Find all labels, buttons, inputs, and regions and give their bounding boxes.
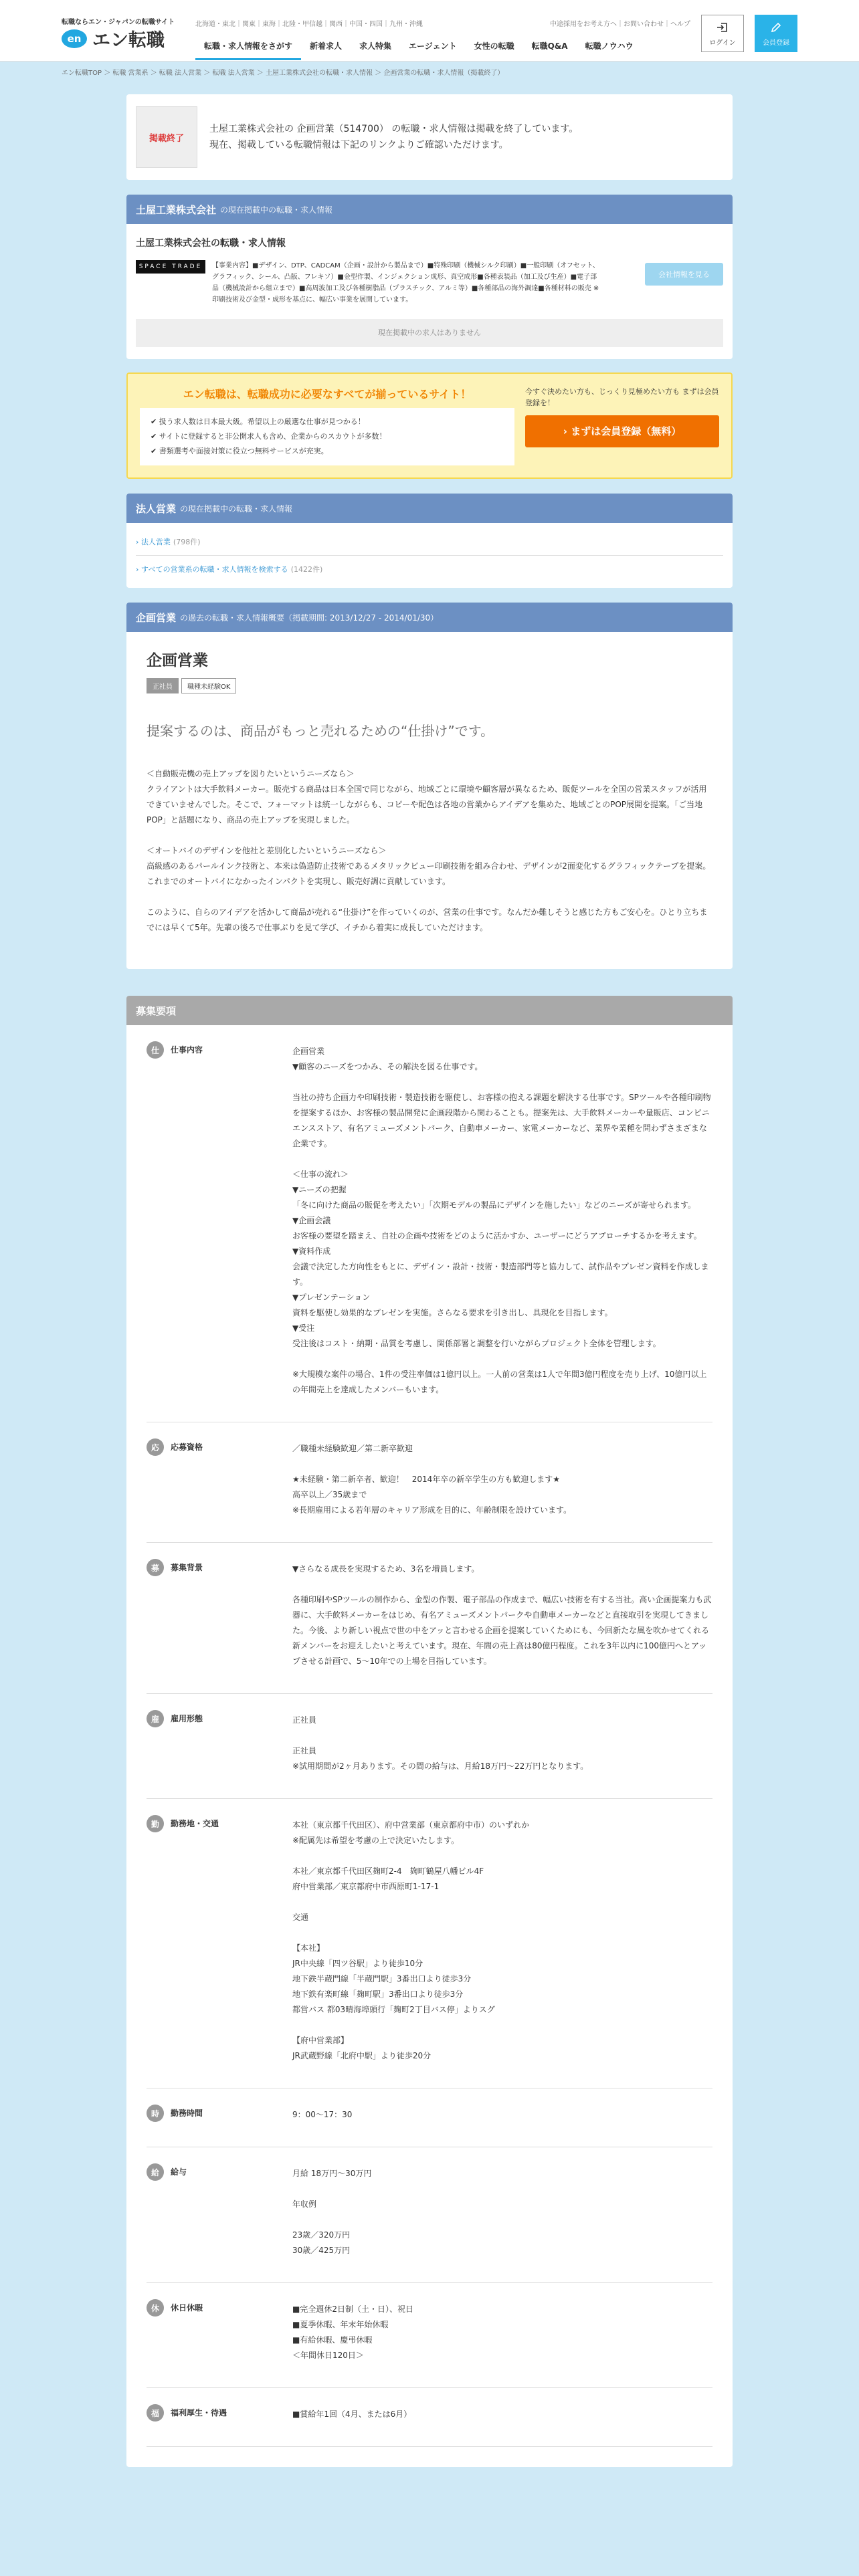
pencil-icon: [769, 21, 783, 34]
register-label: 会員登録: [763, 39, 789, 47]
breadcrumb[interactable]: エン転職TOP ＞ 転職 営業系 ＞ 転職 法人営業 ＞ 転職 法人営業 ＞ 土屋工業株式会社の転職・求人情報 ＞ 企画営業の転職・求人情報（掲載終了）: [62, 70, 504, 77]
no-jobs-message: 現在掲載中の求人はありません: [136, 319, 723, 347]
requirement-value: ▼さらなる成長を実現するため、3名を増員します。 各種印刷やSPツールの制作から、金型の作製、電子部品の作成まで、幅広い技術を有する当社。高い企画提案力も武器に、大手飲料メーカーをはじめ、有名アミューズメントパークや自動車メーカーなどと直接取引を実現してきました。今後、より新しい視点で世の中をアッと言わせる企画を提案していくためにも、今回新たな風を吹かせてくれる新メンバーをお迎えしたいと考えています。現在、年間の売上高は80億円程度。これを3年以内に100億円へとアップさせる計画で、5〜10年での上場を目指しています。: [292, 1564, 712, 1666]
requirement-icon: 募: [147, 1559, 164, 1576]
corp-sales-section: [126, 494, 733, 588]
utility-links[interactable]: 中途採用をお考え方へ｜お問い合わせ｜ヘルプ: [550, 21, 690, 28]
inexperienced-tag: 職種未経験OK: [181, 678, 236, 693]
job-header-name: 企画営業: [136, 611, 177, 624]
register-button[interactable]: [755, 15, 797, 52]
nav-qa[interactable]: 転職Q&A: [531, 41, 568, 51]
all-sales-link[interactable]: › すべての営業系の転職・求人情報を検索する (1422件): [136, 565, 323, 574]
requirements-section: [126, 996, 733, 2467]
job-overview-section: [126, 603, 733, 969]
requirement-value: 9：00〜17：30: [292, 2110, 353, 2119]
requirement-label: 休 休日休暇: [147, 2302, 287, 2363]
job-description: ＜自動販売機の売上アップを図りたいというニーズなら＞ クライアントは大手飲料メーカー。販売する商品は日本全国で同じながら、地域ごとに環境や顧客層が異なるため、販促ツールを全国の営業スタッフが活用できていませんでした。そこで、フォーマットは統一しながらも、コピーや配色は各地の営業からアイデアを集めた、地域ごとのPOP展開を提案。「ご当地POP」と話題になり、商品の売上アップを実現しました。 ＜オートバイのデザインを他社と差別化したいというニーズなら＞ 高級感のあるパールインク技術と、本来は偽造防止技術であるメタリックビュー印刷技術を組み合わせ、デザインが2面変化するグラフィックテープを提案。これまでのオートバイになかったインパクトを実現し、販売好調に貢献しています。 このように、自らのアイデアを活かして商品が売れる“仕掛け”を作っていくのが、営業の仕事です。なんだか難しそうと感じた方もご安心を。ひとり立ちまでには早くて5年。先輩の後ろで仕事ぶりを見て学び、イチから着実に成長していただけます。: [147, 769, 711, 932]
requirement-value: ／職種未経験歓迎／第二新卒歓迎 ★未経験・第二新卒者、歓迎！ 2014年卒の新卒学生の方も歓迎します★ 高卒以上／35歳まで ※長期雇用による若年層のキャリア形成を目的に、年齢制限を設けています。: [292, 1444, 572, 1515]
logo-mark: en: [62, 29, 87, 48]
requirement-icon: 応: [147, 1438, 164, 1456]
nav-features[interactable]: 求人特集: [359, 41, 392, 51]
company-header-name: 土屋工業株式会社: [136, 203, 217, 216]
ended-badge: 掲載終了: [136, 106, 197, 168]
login-button[interactable]: [701, 15, 744, 52]
job-section-header: [126, 603, 733, 632]
promo-right-text: 今すぐ決めたい方も、じっくり見極めたい方も まずは会員登録を！: [525, 387, 719, 407]
employment-tag: 正社員: [147, 678, 179, 693]
requirement-row: [147, 1025, 712, 1422]
requirement-label: 雇 雇用形態: [147, 1713, 287, 1774]
requirement-row: [147, 2147, 712, 2283]
requirement-icon: 福: [147, 2404, 164, 2422]
corp-header-name: 法人営業: [136, 502, 177, 515]
promo-point: ✔ サイトに登録すると非公開求人も含め、企業からのスカウトが多数！: [151, 432, 387, 441]
requirement-icon: 休: [147, 2299, 164, 2317]
requirement-label: 募 募集背景: [147, 1562, 287, 1669]
requirement-row: [147, 2388, 712, 2447]
notice-line-1: 土屋工業株式会社の 企画営業（514700） の転職・求人情報は掲載を終了しています。: [209, 124, 579, 134]
logo-text: エン転職: [92, 30, 165, 51]
company-description: 【事業内容】■デザイン、DTP、CADCAM（企画・設計から製品まで）■特殊印刷（機械シルク印刷）■一般印刷（オフセット、グラフィック、シール、凸版、フレキソ）■金型作製、インジェクション成形、真空成形■各種表装品（加工及び生産）■電子部品（機械設計から組立まで）■高周波加工及び各種樹脂品（プラスチック、アルミ等）■各種部品の海外調達■各種材料の販売 ※印刷技術及び金型・成形を基点に、幅広い事業を展開しています。: [212, 262, 599, 304]
area-links[interactable]: 北海道・東北｜関東｜東海｜北陸・甲信越｜関西｜中国・四国｜九州・沖縄: [195, 21, 423, 28]
requirement-icon: 勤: [147, 1815, 164, 1832]
corp-section-header: [126, 494, 733, 523]
requirement-row: [147, 1799, 712, 2088]
requirement-row: [147, 2088, 712, 2147]
global-nav: [195, 40, 642, 60]
company-section-header: [126, 195, 733, 224]
requirement-label: 時 勤務時間: [147, 2107, 287, 2123]
nav-search-jobs[interactable]: 転職・求人情報をさがす: [195, 40, 301, 60]
requirements-header: 募集要項: [126, 996, 733, 1025]
nav-agent[interactable]: エージェント: [409, 41, 457, 51]
requirement-value: 月給 18万円〜30万円 年収例 23歳／320万円 30歳／425万円: [292, 2169, 372, 2255]
requirement-label: 福 福利厚生・待遇: [147, 2407, 287, 2422]
notice-line-2: 現在、掲載している転職情報は下記のリンクよりご確認いただけます。: [209, 140, 508, 150]
requirement-label: 給 給与: [147, 2166, 287, 2258]
promo-banner: [126, 372, 733, 479]
company-section: [126, 195, 733, 359]
requirement-icon: 時: [147, 2105, 164, 2122]
job-catchcopy: 提案するのは、商品がもっと売れるための“仕掛け”です。: [147, 723, 494, 739]
requirement-value: 企画営業 ▼顧客のニーズをつかみ、その解決を図る仕事です。 当社の持ち企画力や印刷技術・製造技術を駆使し、お客様の抱える課題を解決する仕事です。SPツールや各種印刷物を提案するほか、お客様の製品開発に企画段階から関わることも。提案先は、大手飲料メーカーや量販店、コンビニエンスストア、有名アミューズメントパーク、自動車メーカー、家電メーカーなど、業界や業種を問わずさまざまな企業です。 ＜仕事の流れ＞ ▼ニーズの把握 「冬に向けた商品の販促を考えたい」「次期モデルの製品にデザインを施したい」などのニーズが寄せられます。 ▼企画会議 お客様の要望を踏まえ、自社の企画や技術をどのように活かすか、ユーザーにどうアプローチするかを考えます。 ▼資料作成 会議で決定した方向性をもとに、デザイン・設計・技術・製造部門等と協力して、試作品やプレゼン資料を作成します。 ▼プレゼンテーション 資料を駆使し効果的なプレゼンを実施。さらなる要求を引き出し、具現化を目指します。 ▼受注 受注後はコスト・納期・品質を考慮し、関係部署と調整を行いながらプロジェクト全体を管理します。 ※大規模な案件の場合、1件の受注率価は1億円以上。一人前の営業は1人で年間3億円程度を売り上げ、10億円以上の年間売上を達成したメンバーもいます。: [292, 1047, 711, 1394]
company-name: 土屋工業株式会社の転職・求人情報: [136, 238, 286, 249]
requirement-value: ■賞給年1回（4月、または6月）: [292, 2409, 412, 2419]
job-title: 企画営業: [147, 652, 208, 669]
requirement-label: 応 応募資格: [147, 1441, 287, 1518]
login-label: ログイン: [709, 39, 736, 47]
site-header: [0, 0, 859, 62]
job-tags: [147, 678, 712, 693]
requirement-icon: 仕: [147, 1041, 164, 1059]
job-header-text: の過去の転職・求人情報概要（掲載期間: 2013/12/27 - 2014/01/30）: [180, 613, 439, 623]
requirement-icon: 給: [147, 2163, 164, 2181]
requirement-row: [147, 1543, 712, 1694]
company-logo: SPACE TRADE: [136, 260, 205, 274]
nav-knowhow[interactable]: 転職ノウハウ: [585, 41, 634, 51]
promo-title: エン転職は、転職成功に必要なすべてが揃っているサイト！: [183, 388, 472, 401]
promo-point: ✔ 扱う求人数は日本最大級。希望以上の厳選な仕事が見つかる！: [151, 417, 365, 426]
corp-sales-link[interactable]: › 法人営業 (798件): [136, 528, 723, 556]
promo-point: ✔ 書類選考や面接対策に役立つ無料サービスが充実。: [151, 447, 328, 455]
company-info-button[interactable]: 会社情報を見る: [645, 263, 723, 286]
nav-new-jobs[interactable]: 新着求人: [310, 41, 343, 51]
requirement-value: 本社（東京都千代田区）、府中営業部（東京都府中市）のいずれか ※配属先は希望を考慮の上で決定いたします。 本社／東京都千代田区麹町2-4 麹町鶴屋八幡ビル4F 府中営業部／東京都府中市西原町1-17-1 交通 【本社】 JR中央線「四ツ谷駅」より徒歩10分 地下鉄半蔵門線「半蔵門駅」3番出口より徒歩3分 地下鉄有楽町線「麹町駅」3番出口より徒歩3分 都営バス 都03晴海埠頭行「麹町2丁目バス停」よりスグ 【府中営業部】 JR武蔵野線「北府中駅」より徒歩20分: [292, 1820, 530, 2060]
ended-notice: [126, 94, 733, 180]
site-tagline: 転職ならエン・ジャパンの転職サイト: [62, 19, 175, 26]
company-header-text: の現在掲載中の転職・求人情報: [220, 205, 333, 215]
corp-header-text: の現在掲載中の転職・求人情報: [180, 504, 293, 514]
requirement-label: 仕 仕事内容: [147, 1044, 287, 1398]
requirement-icon: 雇: [147, 1710, 164, 1727]
register-cta-button[interactable]: › まずは会員登録（無料）: [525, 415, 719, 447]
requirement-value: ■完全週休2日制（土・日）、祝日 ■夏季休暇、年末年始休暇 ■有給休暇、慶弔休暇 ＜年間休日120日＞: [292, 2304, 413, 2360]
login-icon: [716, 21, 729, 34]
requirement-label: 勤 勤務地・交通: [147, 1818, 287, 2064]
promo-points: [140, 408, 514, 465]
requirement-row: [147, 2283, 712, 2388]
requirement-row: [147, 1422, 712, 1543]
requirement-row: [147, 1694, 712, 1799]
site-logo[interactable]: [62, 25, 165, 51]
nav-women[interactable]: 女性の転職: [474, 41, 514, 51]
requirement-value: 正社員 正社員 ※試用期間が2ヶ月あります。その間の給与は、月給18万円〜22万円となります。: [292, 1715, 589, 1771]
